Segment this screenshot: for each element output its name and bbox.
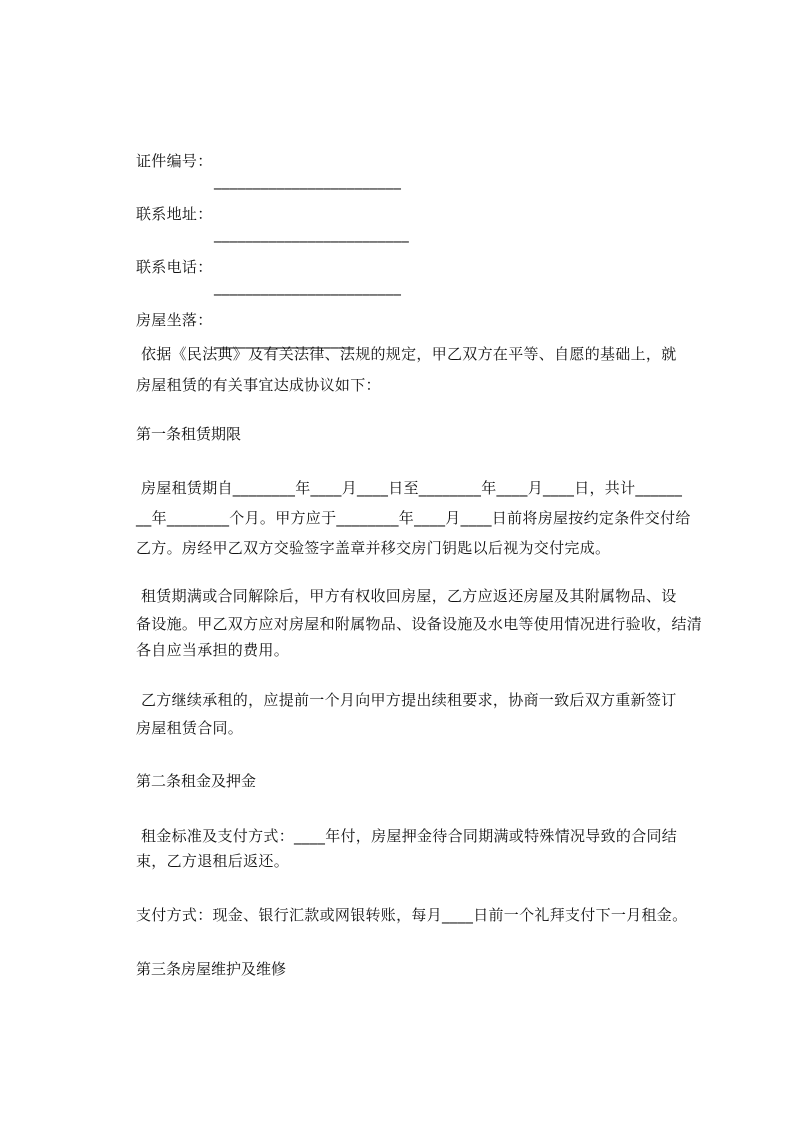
s1-p3-line-2: 房屋租赁合同。 — [136, 719, 244, 737]
s1-p2-line-1: 租赁期满或合同解除后，甲方有权收回房屋，乙方应返还房屋及其附属物品、设 — [141, 587, 677, 605]
s2-p2-line-1: 支付方式：现金、银行汇款或网银转账，每月____日前一个礼拜支付下一月租金。 — [136, 906, 688, 924]
s1-p3-line-1: 乙方继续承租的，应提前一个月向甲方提出续租要求，协商一致后双方重新签订 — [141, 691, 677, 709]
id-number-label: 证件编号： — [136, 152, 213, 170]
id-number-blank[interactable]: ________________________ — [214, 172, 402, 190]
s1-p1-line-3: 乙方。房经甲乙双方交验签字盖章并移交房门钥匙以后视为交付完成。 — [136, 539, 611, 557]
property-location-blank[interactable]: __________________ — [214, 331, 355, 349]
section-1-title: 第一条租赁期限 — [136, 425, 242, 443]
s1-p2-line-2: 备设施。甲乙双方应对房屋和附属物品、设备设施及水电等使用情况进行验收，结清 — [136, 615, 703, 633]
phone-label: 联系电话： — [136, 258, 213, 276]
section-2-title: 第二条租金及押金 — [136, 772, 257, 790]
intro-line-2: 房屋租赁的有关事宜达成协议如下： — [136, 376, 381, 394]
s2-p1-line-1: 租金标准及支付方式：____年付，房屋押金待合同期满或特殊情况导致的合同结 — [141, 827, 678, 845]
phone-blank[interactable]: ________________________ — [214, 278, 402, 296]
address-label: 联系地址： — [136, 205, 213, 223]
s1-p1-line-2: __年________个月。甲方应于________年____月____日前将房屋按约定条件交付给 — [136, 509, 691, 527]
s1-p1-line-1: 房屋租赁期自________年____月____日至________年____月____日，共计______ — [141, 479, 683, 497]
s1-p2-line-3: 各自应当承担的费用。 — [136, 641, 290, 659]
s2-p1-line-2: 束，乙方退租后返还。 — [136, 852, 290, 870]
section-3-title: 第三条房屋维护及维修 — [136, 960, 287, 978]
address-blank[interactable]: _________________________ — [214, 225, 409, 243]
intro-line-1: 依据《民法典》及有关法律、法规的规定，甲乙双方在平等、自愿的基础上，就 — [141, 345, 677, 363]
property-location-label: 房屋坐落： — [136, 311, 213, 329]
